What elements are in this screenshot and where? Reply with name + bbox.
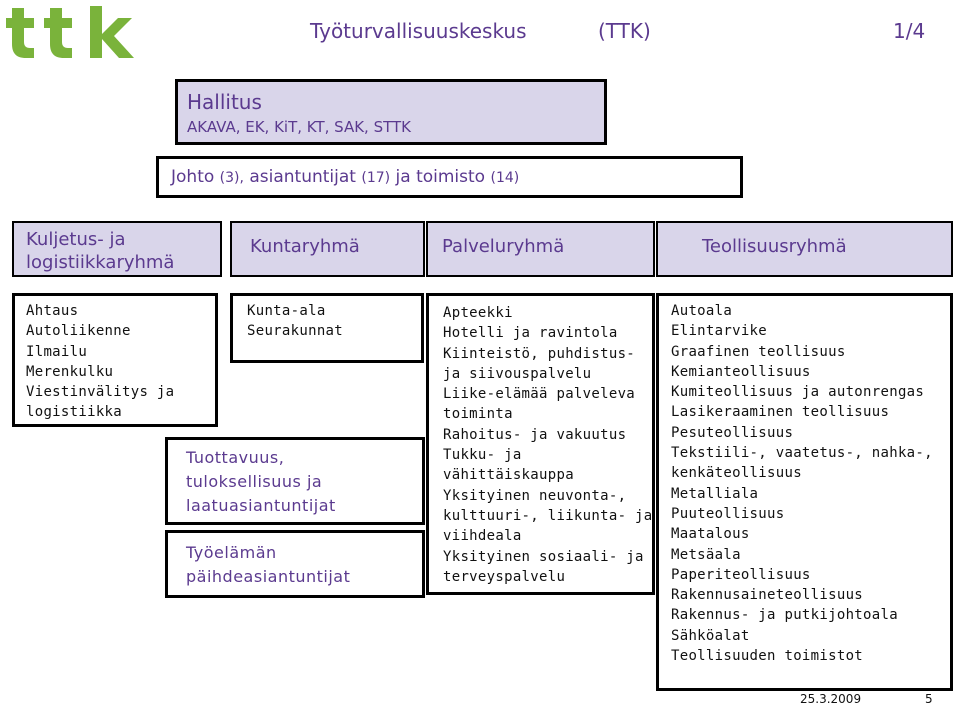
municipal-sectors-list: [230, 293, 424, 363]
slide-number: 5: [925, 692, 933, 706]
list-item: Tekstiili-, vaatetus-, nahka-,: [671, 445, 933, 462]
list-item: Autoliikenne: [26, 323, 131, 340]
list-item: Rahoitus- ja vakuutus: [443, 426, 627, 443]
list-item: Kumiteollisuus ja autonrengas: [671, 384, 925, 401]
board-title: Hallitus: [187, 90, 262, 114]
expert-label-line: päihdeasiantuntijat: [186, 567, 351, 586]
list-item: Ahtaus: [26, 303, 79, 319]
list-item: Rakennusaineteollisuus: [671, 587, 864, 604]
list-item: Kunta-ala: [247, 303, 326, 319]
list-item: Autoala: [671, 303, 733, 319]
expert-label-line: laatuasiantuntijat: [186, 496, 336, 515]
list-item: logistiikka: [26, 404, 123, 421]
list-item: Ilmailu: [26, 343, 88, 360]
office-count: (14): [490, 170, 520, 186]
list-item: Elintarvike: [671, 323, 768, 340]
group-transport-logistics: [12, 221, 222, 277]
productivity-experts-box: [165, 437, 425, 525]
management-count: (3),: [219, 170, 244, 186]
list-item: Liike-elämää palveleva: [443, 386, 636, 403]
list-item: terveyspalvelu: [443, 568, 566, 585]
list-item: Hotelli ja ravintola: [443, 325, 618, 342]
list-item: Maatalous: [671, 526, 750, 543]
list-item: Metsäala: [671, 546, 741, 563]
list-item: kenkäteollisuus: [671, 465, 802, 482]
list-item: Apteekki: [443, 305, 513, 321]
organization-title: Työturvallisuuskeskus: [310, 19, 527, 43]
list-item: Graafinen teollisuus: [671, 343, 846, 360]
list-item: Teollisuuden toimistot: [671, 648, 864, 665]
footer-date: 25.3.2009: [800, 692, 862, 706]
experts-count: (17): [361, 170, 391, 186]
list-item: viihdeala: [443, 528, 522, 545]
page-indicator: 1/4: [893, 19, 926, 43]
industry-sectors-list: [656, 293, 953, 691]
substance-abuse-experts-box: [165, 530, 425, 598]
list-item: Merenkulku: [26, 363, 114, 380]
list-item: Tukku- ja: [443, 447, 522, 464]
list-item: Paperiteollisuus: [671, 566, 811, 583]
expert-label-line: Tuottavuus,: [186, 448, 285, 467]
board-box: [175, 79, 607, 145]
group-label-line: Kuljetus- ja: [26, 229, 126, 250]
list-item: Sähköalat: [671, 627, 750, 644]
list-item: Yksityinen sosiaali- ja: [443, 548, 644, 565]
management-label: Johto: [171, 167, 215, 187]
management-box: [156, 156, 743, 198]
service-sectors-list: [426, 293, 655, 595]
expert-label-line: tuloksellisuus ja: [186, 472, 323, 491]
list-item: ja siivouspalvelu: [443, 365, 592, 382]
list-item: Metalliala: [671, 485, 759, 502]
list-item: Puuteollisuus: [671, 505, 785, 522]
group-municipal: Kuntaryhmä: [230, 221, 425, 277]
group-industry: Teollisuusryhmä: [656, 221, 953, 277]
group-services: Palveluryhmä: [426, 221, 655, 277]
organization-abbreviation: (TTK): [598, 19, 651, 43]
office-label: ja toimisto: [395, 167, 486, 187]
list-item: Kiinteistö, puhdistus-: [443, 345, 636, 362]
group-label-line: logistiikkaryhmä: [26, 252, 175, 273]
list-item: Yksityinen neuvonta-,: [443, 487, 627, 504]
list-item: Kemianteollisuus: [671, 363, 811, 380]
list-item: Viestinvälitys ja: [26, 384, 175, 401]
ttk-logo-graphic: [6, 6, 146, 58]
transport-sectors-list: [12, 293, 218, 427]
list-item: Pesuteollisuus: [671, 424, 794, 441]
list-item: toiminta: [443, 406, 513, 423]
list-item: Seurakunnat: [247, 323, 344, 340]
experts-label: asiantuntijat: [249, 167, 356, 187]
list-item: Rakennus- ja putkijohtoala: [671, 607, 898, 624]
list-item: vähittäiskauppa: [443, 467, 574, 484]
ttk-logo: [6, 6, 146, 58]
expert-label-line: Työelämän: [186, 543, 277, 562]
list-item: kulttuuri-, liikunta- ja: [443, 507, 653, 524]
list-item: Lasikeraaminen teollisuus: [671, 404, 890, 421]
board-members: AKAVA, EK, KiT, KT, SAK, STTK: [187, 118, 412, 136]
